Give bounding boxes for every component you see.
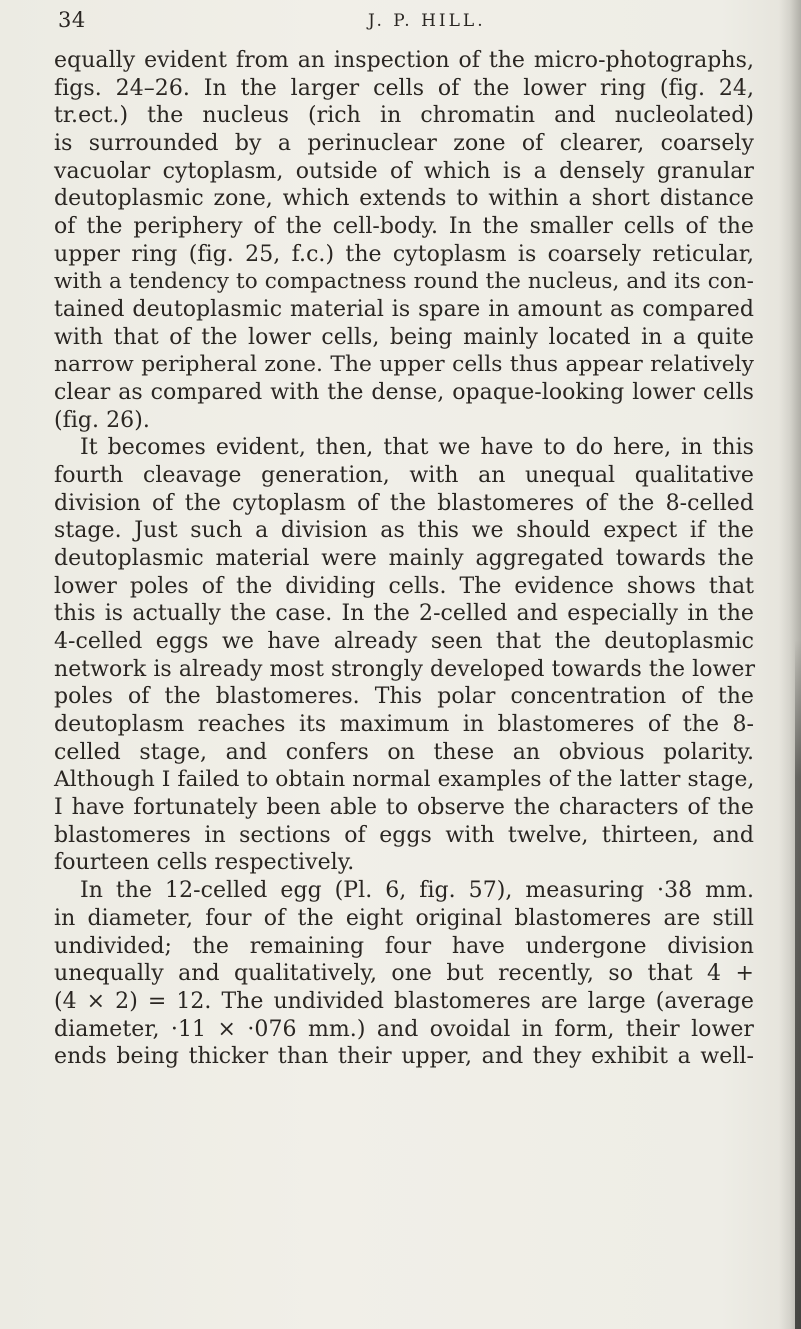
body-text xyxy=(54,47,754,1071)
text-line: upper ring (fig. 25, f.c.) the cytoplasm is coarsely reticular, xyxy=(54,241,754,267)
text-line: with that of the lower cells, being mainly located in a quite xyxy=(54,324,754,350)
running-head: J. P. HILL. xyxy=(368,11,486,31)
text-line: blastomeres in sections of eggs with twelve, thirteen, and xyxy=(54,822,754,848)
text-line: In the 12-celled egg (Pl. 6, fig. 57), measuring ·38 mm. xyxy=(80,878,754,904)
text-line: stage. Just such a division as this we should expect if the xyxy=(54,518,754,544)
text-line: unequally and qualitatively, one but recently, so that 4 + xyxy=(54,961,754,987)
text-line: It becomes evident, then, that we have to do here, in this xyxy=(80,435,754,461)
page-number: 34 xyxy=(58,8,86,32)
text-line: tr.ect.) the nucleus (rich in chromatin and nucleolated) xyxy=(54,103,754,129)
text-line: this is actually the case. In the 2-celled and especially in the xyxy=(54,601,754,627)
text-line: fourth cleavage generation, with an unequal qualitative xyxy=(54,463,754,489)
text-line: (fig. 26). xyxy=(54,407,150,433)
text-line: I have fortunately been able to observe the characters of the xyxy=(54,795,754,821)
text-line: 4-celled eggs we have already seen that the deutoplasmic xyxy=(54,629,754,655)
text-line: with a tendency to compactness round the nucleus, and its con- xyxy=(54,269,754,295)
text-line: tained deutoplasmic material is spare in amount as compared xyxy=(54,297,754,323)
text-line: diameter, ·11 × ·076 mm.) and ovoidal in form, their lower xyxy=(54,1016,754,1042)
text-line: poles of the blastomeres. This polar concentration of the xyxy=(54,684,754,710)
text-line: figs. 24–26. In the larger cells of the lower ring (fig. 24, xyxy=(54,75,754,101)
text-line: vacuolar cytoplasm, outside of which is a densely granular xyxy=(54,158,754,184)
text-line: network is already most strongly developed towards the lower xyxy=(54,656,756,682)
text-line: narrow peripheral zone. The upper cells thus appear relatively xyxy=(54,352,754,378)
text-line: celled stage, and confers on these an obvious polarity. xyxy=(54,739,754,765)
text-line: division of the cytoplasm of the blastomeres of the 8-celled xyxy=(54,490,754,516)
text-line: fourteen cells respectively. xyxy=(54,850,355,876)
text-line: (4 × 2) = 12. The undivided blastomeres are large (average xyxy=(54,988,754,1014)
text-line: deutoplasmic zone, which extends to within a short distance xyxy=(54,186,754,212)
text-line: undivided; the remaining four have undergone division xyxy=(54,933,754,959)
text-line: ends being thicker than their upper, and they exhibit a well- xyxy=(54,1044,754,1070)
text-line: of the periphery of the cell-body. In the smaller cells of the xyxy=(54,214,754,240)
text-line: is surrounded by a perinuclear zone of clearer, coarsely xyxy=(54,131,754,157)
page-header xyxy=(58,8,748,38)
text-line: deutoplasmic material were mainly aggregated towards the xyxy=(54,546,754,572)
text-line: Although I failed to obtain normal examples of the latter stage, xyxy=(54,767,755,793)
text-line: lower poles of the dividing cells. The evidence shows that xyxy=(54,573,754,599)
text-line: equally evident from an inspection of the micro-photographs, xyxy=(54,48,754,73)
text-line: in diameter, four of the eight original blastomeres are still xyxy=(54,905,754,931)
page-binding-edge xyxy=(795,640,801,1329)
text-line: clear as compared with the dense, opaque-looking lower cells xyxy=(54,380,754,406)
text-line: deutoplasm reaches its maximum in blastomeres of the 8- xyxy=(54,712,754,738)
